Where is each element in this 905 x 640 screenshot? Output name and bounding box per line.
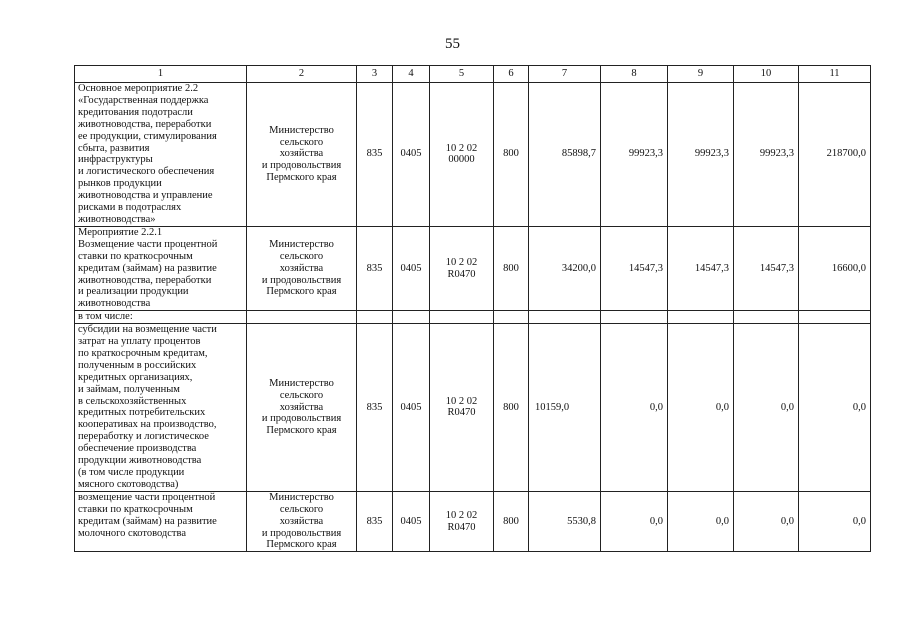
amount-cell: 0,0 (601, 324, 668, 492)
organization-line: Пермского края (266, 172, 337, 184)
header-cell: 3 (357, 66, 393, 83)
description-cell (75, 311, 247, 324)
description-line: затрат на уплату процентов (78, 336, 201, 348)
description-line: субсидии на возмещение части (78, 324, 217, 336)
amount-cell: 99923,3 (601, 83, 668, 227)
description-line: молочного скотоводства (78, 527, 186, 539)
description-line: животноводства, переработки (78, 118, 212, 130)
organization-line: сельского (279, 250, 324, 262)
header-cell: 9 (668, 66, 734, 83)
table-row (75, 324, 871, 492)
amount-cell: 14547,3 (668, 226, 734, 310)
description-cell (75, 226, 247, 310)
target-code-cell (430, 491, 494, 552)
organization-line: сельского (279, 389, 324, 401)
header-row (75, 66, 871, 83)
target-code-line: R0470 (447, 407, 476, 419)
header-cell: 8 (601, 66, 668, 83)
organization-line: хозяйства (279, 515, 324, 527)
description-cell (75, 324, 247, 492)
organization-line: хозяйства (279, 148, 324, 160)
description-line: животноводства (78, 298, 151, 310)
description-line: Мероприятие 2.2.1 (78, 226, 163, 238)
expense-type-cell: 800 (494, 491, 529, 552)
description-line: животноводства» (78, 213, 156, 225)
description-line: и реализации продукции (78, 286, 189, 298)
organization-line: хозяйства (279, 401, 324, 413)
empty-cell (734, 311, 799, 324)
description-line: ставки по краткосрочным (78, 250, 193, 262)
description-line: продукции животноводства (78, 455, 202, 467)
header-cell: 11 (799, 66, 871, 83)
description-line: и логистического обеспечения (78, 166, 215, 178)
amount-cell: 14547,3 (734, 226, 799, 310)
description-line: инфраструктуры (78, 154, 153, 166)
description-line: обеспечение производства (78, 443, 197, 455)
ministry-code-cell: 835 (357, 324, 393, 492)
description-cell (75, 491, 247, 552)
amount-cell: 218700,0 (799, 83, 871, 227)
description-line: полученным в российских (78, 359, 197, 371)
header-cell: 7 (529, 66, 601, 83)
description-line: животноводства, переработки (78, 274, 212, 286)
description-line: рисками в подотраслях (78, 202, 182, 214)
section-code-cell: 0405 (393, 324, 430, 492)
budget-table (74, 65, 871, 552)
expense-type-cell: 800 (494, 83, 529, 227)
header-cell: 2 (247, 66, 357, 83)
target-code-line: 10 2 02 (445, 395, 478, 407)
section-code-cell: 0405 (393, 226, 430, 310)
description-line: Возмещение части процентной (78, 238, 218, 250)
empty-cell (799, 311, 871, 324)
empty-cell (430, 311, 494, 324)
organization-line: и продовольствия (261, 413, 342, 425)
organization-line: Министерство (269, 491, 334, 503)
header-cell: 1 (75, 66, 247, 83)
target-code-line: R0470 (447, 521, 476, 533)
description-line: переработку и логистическое (78, 431, 209, 443)
empty-cell (393, 311, 430, 324)
expense-type-cell: 800 (494, 226, 529, 310)
expense-type-cell: 800 (494, 324, 529, 492)
description-line: кредитных организациях, (78, 371, 193, 383)
amount-cell: 34200,0 (529, 226, 601, 310)
amount-cell: 0,0 (734, 324, 799, 492)
amount-cell: 10159,0 (529, 324, 601, 492)
amount-cell: 14547,3 (601, 226, 668, 310)
empty-cell (601, 311, 668, 324)
description-line: кредитных потребительских (78, 407, 206, 419)
description-line: животноводства и управление (78, 190, 213, 202)
organization-line: хозяйства (279, 262, 324, 274)
description-line: ставки по краткосрочным (78, 503, 193, 515)
organization-line: и продовольствия (261, 527, 342, 539)
description-line: (в том числе продукции (78, 467, 185, 478)
description-line: по краткосрочным кредитам, (78, 347, 208, 359)
table-row (75, 83, 871, 227)
description-line: в том числе: (78, 311, 133, 323)
description-line: и займам, полученным (78, 383, 180, 395)
amount-cell: 0,0 (668, 324, 734, 492)
empty-cell (357, 311, 393, 324)
description-line: кооперативах на производство, (78, 419, 217, 431)
header-cell: 10 (734, 66, 799, 83)
amount-cell: 0,0 (799, 491, 871, 552)
amount-cell: 16600,0 (799, 226, 871, 310)
table-row (75, 226, 871, 310)
organization-line: Министерство (269, 377, 334, 389)
empty-cell (529, 311, 601, 324)
header-cell: 5 (430, 66, 494, 83)
amount-cell: 0,0 (799, 324, 871, 492)
target-code-line: 10 2 02 (445, 256, 478, 268)
description-line: мясного скотоводства) (78, 478, 179, 490)
ministry-code-cell: 835 (357, 491, 393, 552)
description-line: возмещение части процентной (78, 491, 216, 503)
target-code-line: 00000 (448, 154, 475, 166)
section-code-cell: 0405 (393, 83, 430, 227)
description-cell (75, 83, 247, 227)
organization-line: и продовольствия (261, 160, 342, 172)
organization-cell (247, 83, 357, 227)
header-cell: 4 (393, 66, 430, 83)
section-code-cell: 0405 (393, 491, 430, 552)
organization-line: сельского (279, 503, 324, 515)
organization-cell (247, 226, 357, 310)
amount-cell: 85898,7 (529, 83, 601, 227)
amount-cell: 0,0 (601, 491, 668, 552)
header-cell: 6 (494, 66, 529, 83)
organization-line: и продовольствия (261, 274, 342, 286)
description-line: кредитам (займам) на развитие (78, 262, 217, 274)
empty-cell (247, 311, 357, 324)
organization-cell (247, 491, 357, 552)
empty-cell (668, 311, 734, 324)
description-line: кредитам (займам) на развитие (78, 515, 217, 527)
organization-line: Министерство (269, 124, 334, 136)
amount-cell: 99923,3 (668, 83, 734, 227)
table-row (75, 311, 871, 324)
ministry-code-cell: 835 (357, 83, 393, 227)
description-line: в сельскохозяйственных (78, 395, 187, 407)
ministry-code-cell: 835 (357, 226, 393, 310)
amount-cell: 0,0 (734, 491, 799, 552)
empty-cell (494, 311, 529, 324)
amount-cell: 5530,8 (529, 491, 601, 552)
target-code-cell (430, 226, 494, 310)
target-code-cell (430, 324, 494, 492)
target-code-cell (430, 83, 494, 227)
organization-line: Министерство (269, 238, 334, 250)
organization-line: Пермского края (266, 539, 337, 551)
target-code-line: 10 2 02 (445, 142, 478, 154)
amount-cell: 0,0 (668, 491, 734, 552)
description-line: «Государственная поддержка (78, 94, 209, 106)
organization-line: Пермского края (266, 286, 337, 298)
description-line: ее продукции, стимулирования (78, 130, 217, 142)
description-line: кредитования подотрасли (78, 106, 193, 118)
target-code-line: R0470 (447, 268, 476, 280)
organization-cell (247, 324, 357, 492)
page-number: 55 (445, 36, 460, 52)
organization-line: Пермского края (266, 425, 337, 437)
target-code-line: 10 2 02 (445, 509, 478, 521)
amount-cell: 99923,3 (734, 83, 799, 227)
description-line: сбыта, развития (78, 142, 150, 154)
organization-line: сельского (279, 136, 324, 148)
description-line: Основное мероприятие 2.2 (78, 83, 199, 94)
description-line: рынков продукции (78, 178, 162, 190)
table-row (75, 491, 871, 552)
